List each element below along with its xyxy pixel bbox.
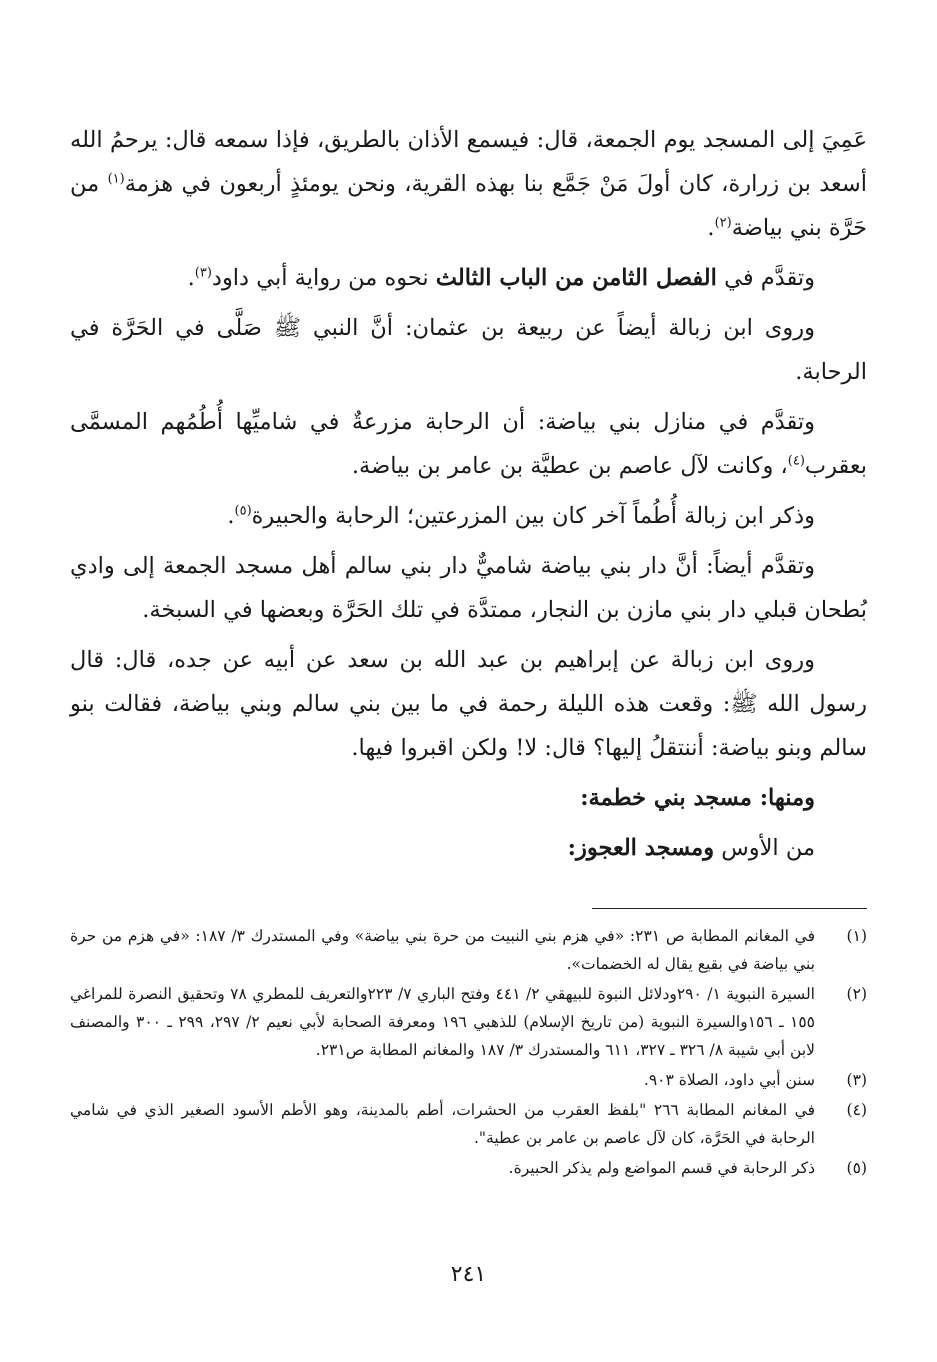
footnote-ref-2: (٢) xyxy=(714,215,732,231)
footnote-separator xyxy=(592,908,867,909)
chapter-reference: الفصل الثامن من الباب الثالث xyxy=(435,265,717,291)
paragraph-4: وتقدَّم في منازل بني بياضة: أن الرحابة مزرعةٌ في شاميِّها أُطُمُهم المسمَّى بعقرب$^{(٤)}$، وكانت لآل عاصم بن عطيَّة بن عامر بن بياضة. xyxy=(70,409,867,479)
paragraph-1: عَمِيَ إلى المسجد يوم الجمعة، قال: فيسمع الأذان بالطريق، فإذا سمعه قال: يرحمُ الله أسعد بن زرارة، كان أولَ مَنْ جَمَّع بنا بهذه القرية، ونحن يومئذٍ أربعون في هزمة$^{(١)}$ من حَرَّة بني بياضة$^{(٢)}$. xyxy=(70,127,867,241)
footnote: (٣) سنن أبي داود، الصلاة ٩٠٣. xyxy=(643,1071,867,1089)
page-number: ٢٤١ xyxy=(450,1262,487,1287)
main-text xyxy=(70,118,867,870)
footnote-ref-5: (٥) xyxy=(234,503,252,519)
section-heading-ajuz: من الأوس ومسجد العجوز: xyxy=(567,835,815,861)
paragraph-2: وتقدَّم في الفصل الثامن من الباب الثالث نحوه من رواية أبي داود$^{(٣)}$. xyxy=(187,265,815,291)
paragraph-7: وروى ابن زبالة عن إبراهيم بن عبد الله بن سعد عن أبيه عن جده، قال: قال رسول الله ﷺ: وقعت هذه الليلة رحمة في ما بين بني سالم وبني بياضة، فقالت بنو سالم وبنو بياضة: أننتقلُ إليها؟ قال: لا! ولكن اقبروا فيها. xyxy=(70,647,867,761)
footnote: (١) في المغانم المطابة ص ٢٣١: «في هزم بني النبيت من حرة بني بياضة» وفي المستدرك ٣/ ١٨٧: «في هزم من حرة بني بياضة في بقيع يقال له الخضمات». xyxy=(70,927,867,973)
footnote-ref-3: (٣) xyxy=(194,265,212,281)
footnote: (٢) السيرة النبوية ١/ ٢٩٠ودلائل النبوة للبيهقي ٢/ ٤٤١ وفتح الباري ٧/ ٢٢٣والتعريف للمطري ٧٨ وتحقيق النصرة للمراغي ١٥٥ ـ ١٥٦والسيرة النبوية (من تاريخ الإسلام) للذهبي ١٩٦ ومعرفة الصحابة لأبي نعيم ٢/ ٢٩٧، ٢٩٩ ـ ٣٠٠ والمصنف لابن أبي شيبة ٨/ ٣٢٦ ـ ٣٢٧، ٦١١ والمستدرك ٣/ ١٨٧ والمغانم المطابة ص٢٣١. xyxy=(70,985,867,1059)
section-heading-khatma: ومنها: مسجد بني خطمة: xyxy=(580,785,815,811)
paragraph-5: وذكر ابن زبالة أُطُماً آخر كان بين المزرعتين؛ الرحابة والحبيرة$^{(٥)}$. xyxy=(227,503,815,529)
footnote: (٤) في المغانم المطابة ٢٦٦ "بلفظ العقرب من الحشرات، أطم بالمدينة، وهو الأطم الأسود الصغير الذي في شامي الرحابة في الحَرَّة، كان لآل عاصم بن عامر بن عطية". xyxy=(70,1101,867,1147)
footnote-ref-4: (٤) xyxy=(787,453,805,469)
paragraph-6: وتقدَّم أيضاً: أنَّ دار بني بياضة شاميٌّ دار بني سالم أهل مسجد الجمعة إلى وادي بُطحان قبلي دار بني مازن بن النجار، ممتدَّة في تلك الحَرَّة وبعضها في السبخة. xyxy=(70,553,867,623)
footnote: (٥) ذكر الرحابة في قسم المواضع ولم يذكر الحبيرة. xyxy=(508,1159,867,1177)
paragraph-3: وروى ابن زبالة أيضاً عن ربيعة بن عثمان: أنَّ النبي ﷺ صَلَّى في الحَرَّة في الرحابة. xyxy=(70,315,867,385)
footnotes xyxy=(70,922,867,1184)
footnote-ref-1: (١) xyxy=(107,171,125,187)
